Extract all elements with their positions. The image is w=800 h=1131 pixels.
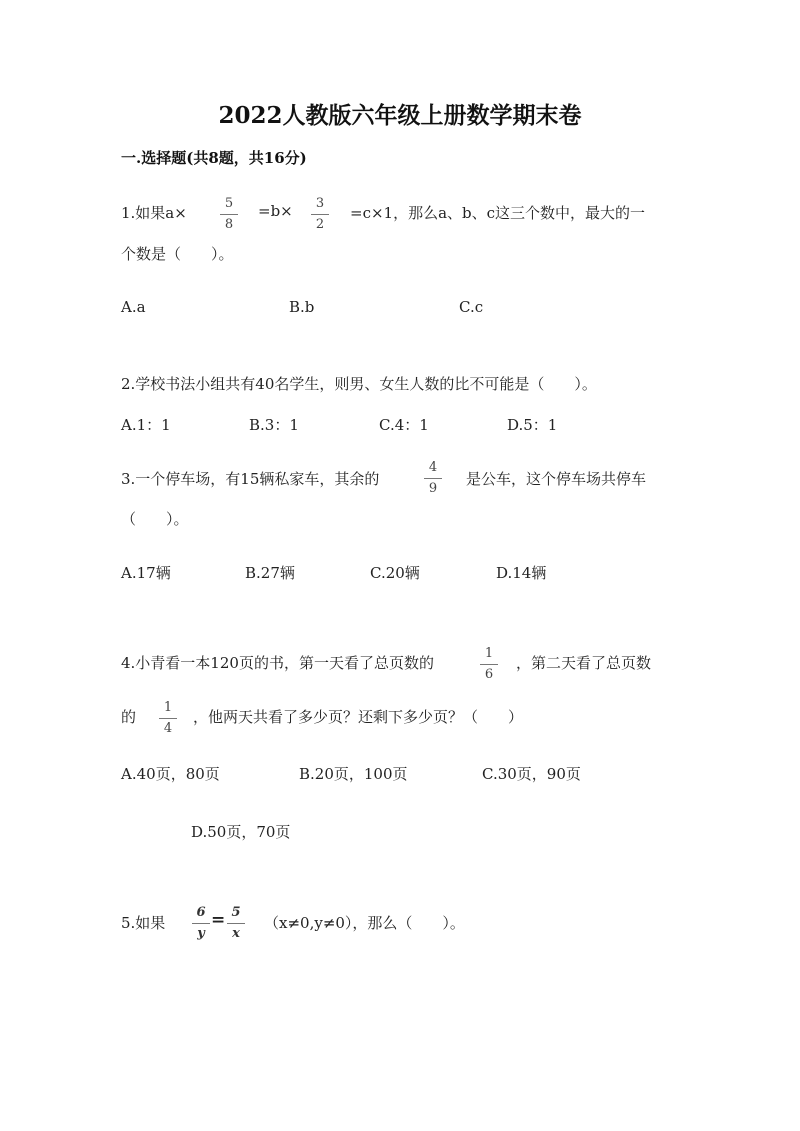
page-title: 2022人教版六年级上册数学期末卷 bbox=[218, 102, 582, 129]
q4-fraction-1 bbox=[477, 646, 501, 683]
q4-option-c[interactable]: C.30页，90页 bbox=[482, 765, 581, 783]
q2-option-a[interactable]: A.1：1 bbox=[121, 416, 171, 434]
q5-fraction-1-denominator: y bbox=[197, 926, 205, 941]
q3-text-part1: 3.一个停车场，有15辆私家车，其余的 bbox=[121, 470, 380, 488]
q5-fraction-2-denominator: x bbox=[232, 926, 240, 941]
q5-fraction-1-numerator: 6 bbox=[196, 905, 206, 920]
q5-fraction-2 bbox=[224, 905, 248, 942]
fraction-bar bbox=[424, 478, 442, 479]
q5-equals-sign: = bbox=[211, 910, 226, 930]
q5-fraction-1 bbox=[189, 905, 213, 942]
q4-fraction-1-denominator: 6 bbox=[484, 667, 494, 682]
q1-fraction-2 bbox=[308, 196, 332, 233]
q2-option-d[interactable]: D.5：1 bbox=[507, 416, 558, 434]
q1-text-part2: =b× bbox=[258, 202, 293, 220]
q4-text-part2: ，第二天看了总页数 bbox=[516, 654, 652, 672]
fraction-bar bbox=[159, 718, 177, 719]
q4-text-part1: 4.小青看一本120页的书，第一天看了总页数的 bbox=[121, 654, 434, 672]
q3-fraction-denominator: 9 bbox=[428, 481, 438, 496]
q5-text-part1: 5.如果 bbox=[121, 914, 166, 932]
q1-option-a[interactable]: A.a bbox=[121, 298, 146, 316]
q3-option-a[interactable]: A.17辆 bbox=[121, 564, 171, 582]
q4-fraction-2-numerator: 1 bbox=[163, 700, 173, 715]
q2-option-c[interactable]: C.4：1 bbox=[379, 416, 429, 434]
q4-fraction-1-numerator: 1 bbox=[484, 646, 494, 661]
q4-text-part3: 的 bbox=[121, 708, 137, 726]
section-heading: 一.选择题(共8题，共16分) bbox=[121, 149, 307, 167]
q2-option-b[interactable]: B.3：1 bbox=[249, 416, 299, 434]
q1-fraction-1-denominator: 8 bbox=[224, 217, 234, 232]
fraction-bar bbox=[220, 214, 238, 215]
q4-option-a[interactable]: A.40页，80页 bbox=[121, 765, 220, 783]
q3-text-line2: （ ）。 bbox=[121, 510, 189, 528]
fraction-bar bbox=[192, 923, 210, 924]
q3-option-d[interactable]: D.14辆 bbox=[496, 564, 547, 582]
q1-option-b[interactable]: B.b bbox=[289, 298, 315, 316]
q5-fraction-2-numerator: 5 bbox=[231, 905, 241, 920]
q3-option-b[interactable]: B.27辆 bbox=[245, 564, 295, 582]
fraction-bar bbox=[227, 923, 245, 924]
q4-fraction-2-denominator: 4 bbox=[163, 721, 173, 736]
fraction-bar bbox=[480, 664, 498, 665]
q3-option-c[interactable]: C.20辆 bbox=[370, 564, 420, 582]
fraction-bar bbox=[311, 214, 329, 215]
q1-text-part1: 1.如果a× bbox=[121, 204, 187, 222]
q4-fraction-2 bbox=[156, 700, 180, 737]
q4-text-part4: ，他两天共看了多少页？还剩下多少页？（ ） bbox=[193, 708, 524, 726]
q1-text-line2: 个数是（ ）。 bbox=[121, 245, 234, 263]
q2-text: 2.学校书法小组共有40名学生，则男、女生人数的比不可能是（ ）。 bbox=[121, 375, 597, 393]
q1-option-c[interactable]: C.c bbox=[459, 298, 484, 316]
q1-fraction-1-numerator: 5 bbox=[224, 196, 234, 211]
q3-text-part2: 是公车，这个停车场共停车 bbox=[466, 470, 647, 488]
q4-option-d[interactable]: D.50页，70页 bbox=[191, 823, 291, 841]
q5-text-part2: （x≠0,y≠0），那么（ ）。 bbox=[264, 914, 465, 932]
q4-option-b[interactable]: B.20页，100页 bbox=[299, 765, 408, 783]
q1-fraction-2-denominator: 2 bbox=[315, 217, 325, 232]
q1-fraction-2-numerator: 3 bbox=[315, 196, 325, 211]
q1-fraction-1 bbox=[217, 196, 241, 233]
q1-text-part3: =c×1，那么a、b、c这三个数中，最大的一 bbox=[350, 204, 646, 222]
q3-fraction bbox=[421, 460, 445, 497]
q3-fraction-numerator: 4 bbox=[428, 460, 438, 475]
